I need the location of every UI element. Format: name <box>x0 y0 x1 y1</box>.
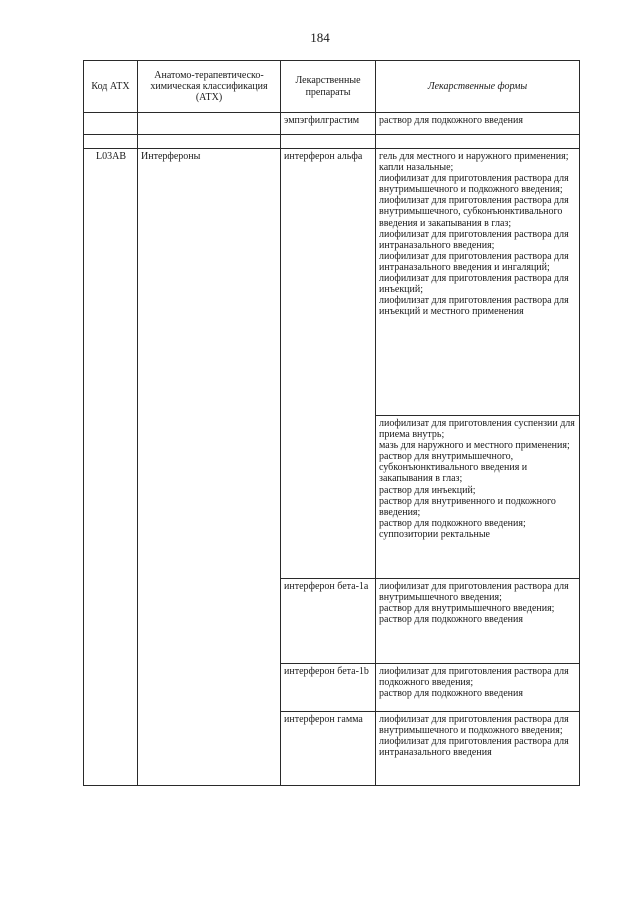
dosage-form-item: раствор для инъекций; <box>379 484 476 496</box>
dosage-form-item: раствор для внутримышечного введения; <box>379 603 555 615</box>
header-drugs: Лекарственные препараты <box>281 61 376 113</box>
dosage-form-item: лиофилизат для приготовления раствора для внутримышечного и подкожного введения; <box>379 714 569 737</box>
empty-cell <box>138 113 281 135</box>
table-header-row <box>84 61 580 113</box>
drug-name: интерферон бета-1b <box>281 664 376 712</box>
table-row <box>84 149 580 416</box>
dosage-form-item: лиофилизат для приготовления раствора для интраназального введения <box>379 736 569 759</box>
dosage-form-item: капли назальные; <box>379 162 454 174</box>
dosage-form-item: гель для местного и наружного применения; <box>379 151 569 162</box>
atx-table <box>83 60 580 786</box>
dosage-form-item: лиофилизат для приготовления раствора для инъекций; <box>379 273 569 296</box>
drug-name: интерферон гамма <box>281 712 376 786</box>
empty-cell <box>84 113 138 135</box>
drug-name: интерферон альфа <box>281 149 376 579</box>
dosage-form-item: раствор для подкожного введения; <box>379 517 526 529</box>
atx-classification: Интерфероны <box>138 149 281 786</box>
dosage-forms <box>376 416 580 579</box>
dosage-form-item: лиофилизат для приготовления раствора для подкожного введения; <box>379 666 569 689</box>
dosage-form-item: раствор для подкожного введения <box>379 688 523 700</box>
spacer-row <box>84 135 580 149</box>
dosage-form-item: мазь для наружного и местного применения; <box>379 440 570 452</box>
dosage-form-item: лиофилизат для приготовления раствора для внутримышечного, субконъюнктивального введения и закапывания в глаз; <box>379 195 569 229</box>
dosage-forms <box>376 149 580 416</box>
dosage-form-item: раствор для внутривенного и подкожного введения; <box>379 495 556 518</box>
dosage-form-item: лиофилизат для приготовления раствора для интраназального введения и ингаляций; <box>379 250 569 273</box>
dosage-forms <box>376 664 580 712</box>
table-row <box>84 113 580 135</box>
dosage-form-item: лиофилизат для приготовления раствора для внутримышечного и подкожного введения; <box>379 173 569 196</box>
page-number: 184 <box>310 30 330 45</box>
drug-name: интерферон бета-1a <box>281 579 376 664</box>
dosage-form-item: лиофилизат для приготовления раствора для интраназального введения; <box>379 228 569 251</box>
dosage-form-item: лиофилизат для приготовления раствора для внутримышечного введения; <box>379 581 569 604</box>
dosage-form-item: лиофилизат для приготовления суспензии для приема внутрь; <box>379 418 575 441</box>
dosage-forms: раствор для подкожного введения <box>376 113 580 135</box>
dosage-form-item: лиофилизат для приготовления раствора для инъекций и местного применения <box>379 295 569 318</box>
drug-name: эмпэгфилграстим <box>281 113 376 135</box>
dosage-form-item: раствор для внутримышечного, субконъюнктивального введения и закапывания в глаз; <box>379 451 528 485</box>
dosage-form-item: суппозитории ректальные <box>379 528 490 540</box>
dosage-forms <box>376 712 580 786</box>
header-classification: Анатомо-терапевтическо-химическая классификация (АТХ) <box>138 61 281 113</box>
atx-code: L03AB <box>84 149 138 786</box>
header-forms: Лекарственные формы <box>376 61 580 113</box>
dosage-form-item: раствор для подкожного введения <box>379 614 523 626</box>
dosage-forms <box>376 579 580 664</box>
header-code: Код АТХ <box>84 61 138 113</box>
